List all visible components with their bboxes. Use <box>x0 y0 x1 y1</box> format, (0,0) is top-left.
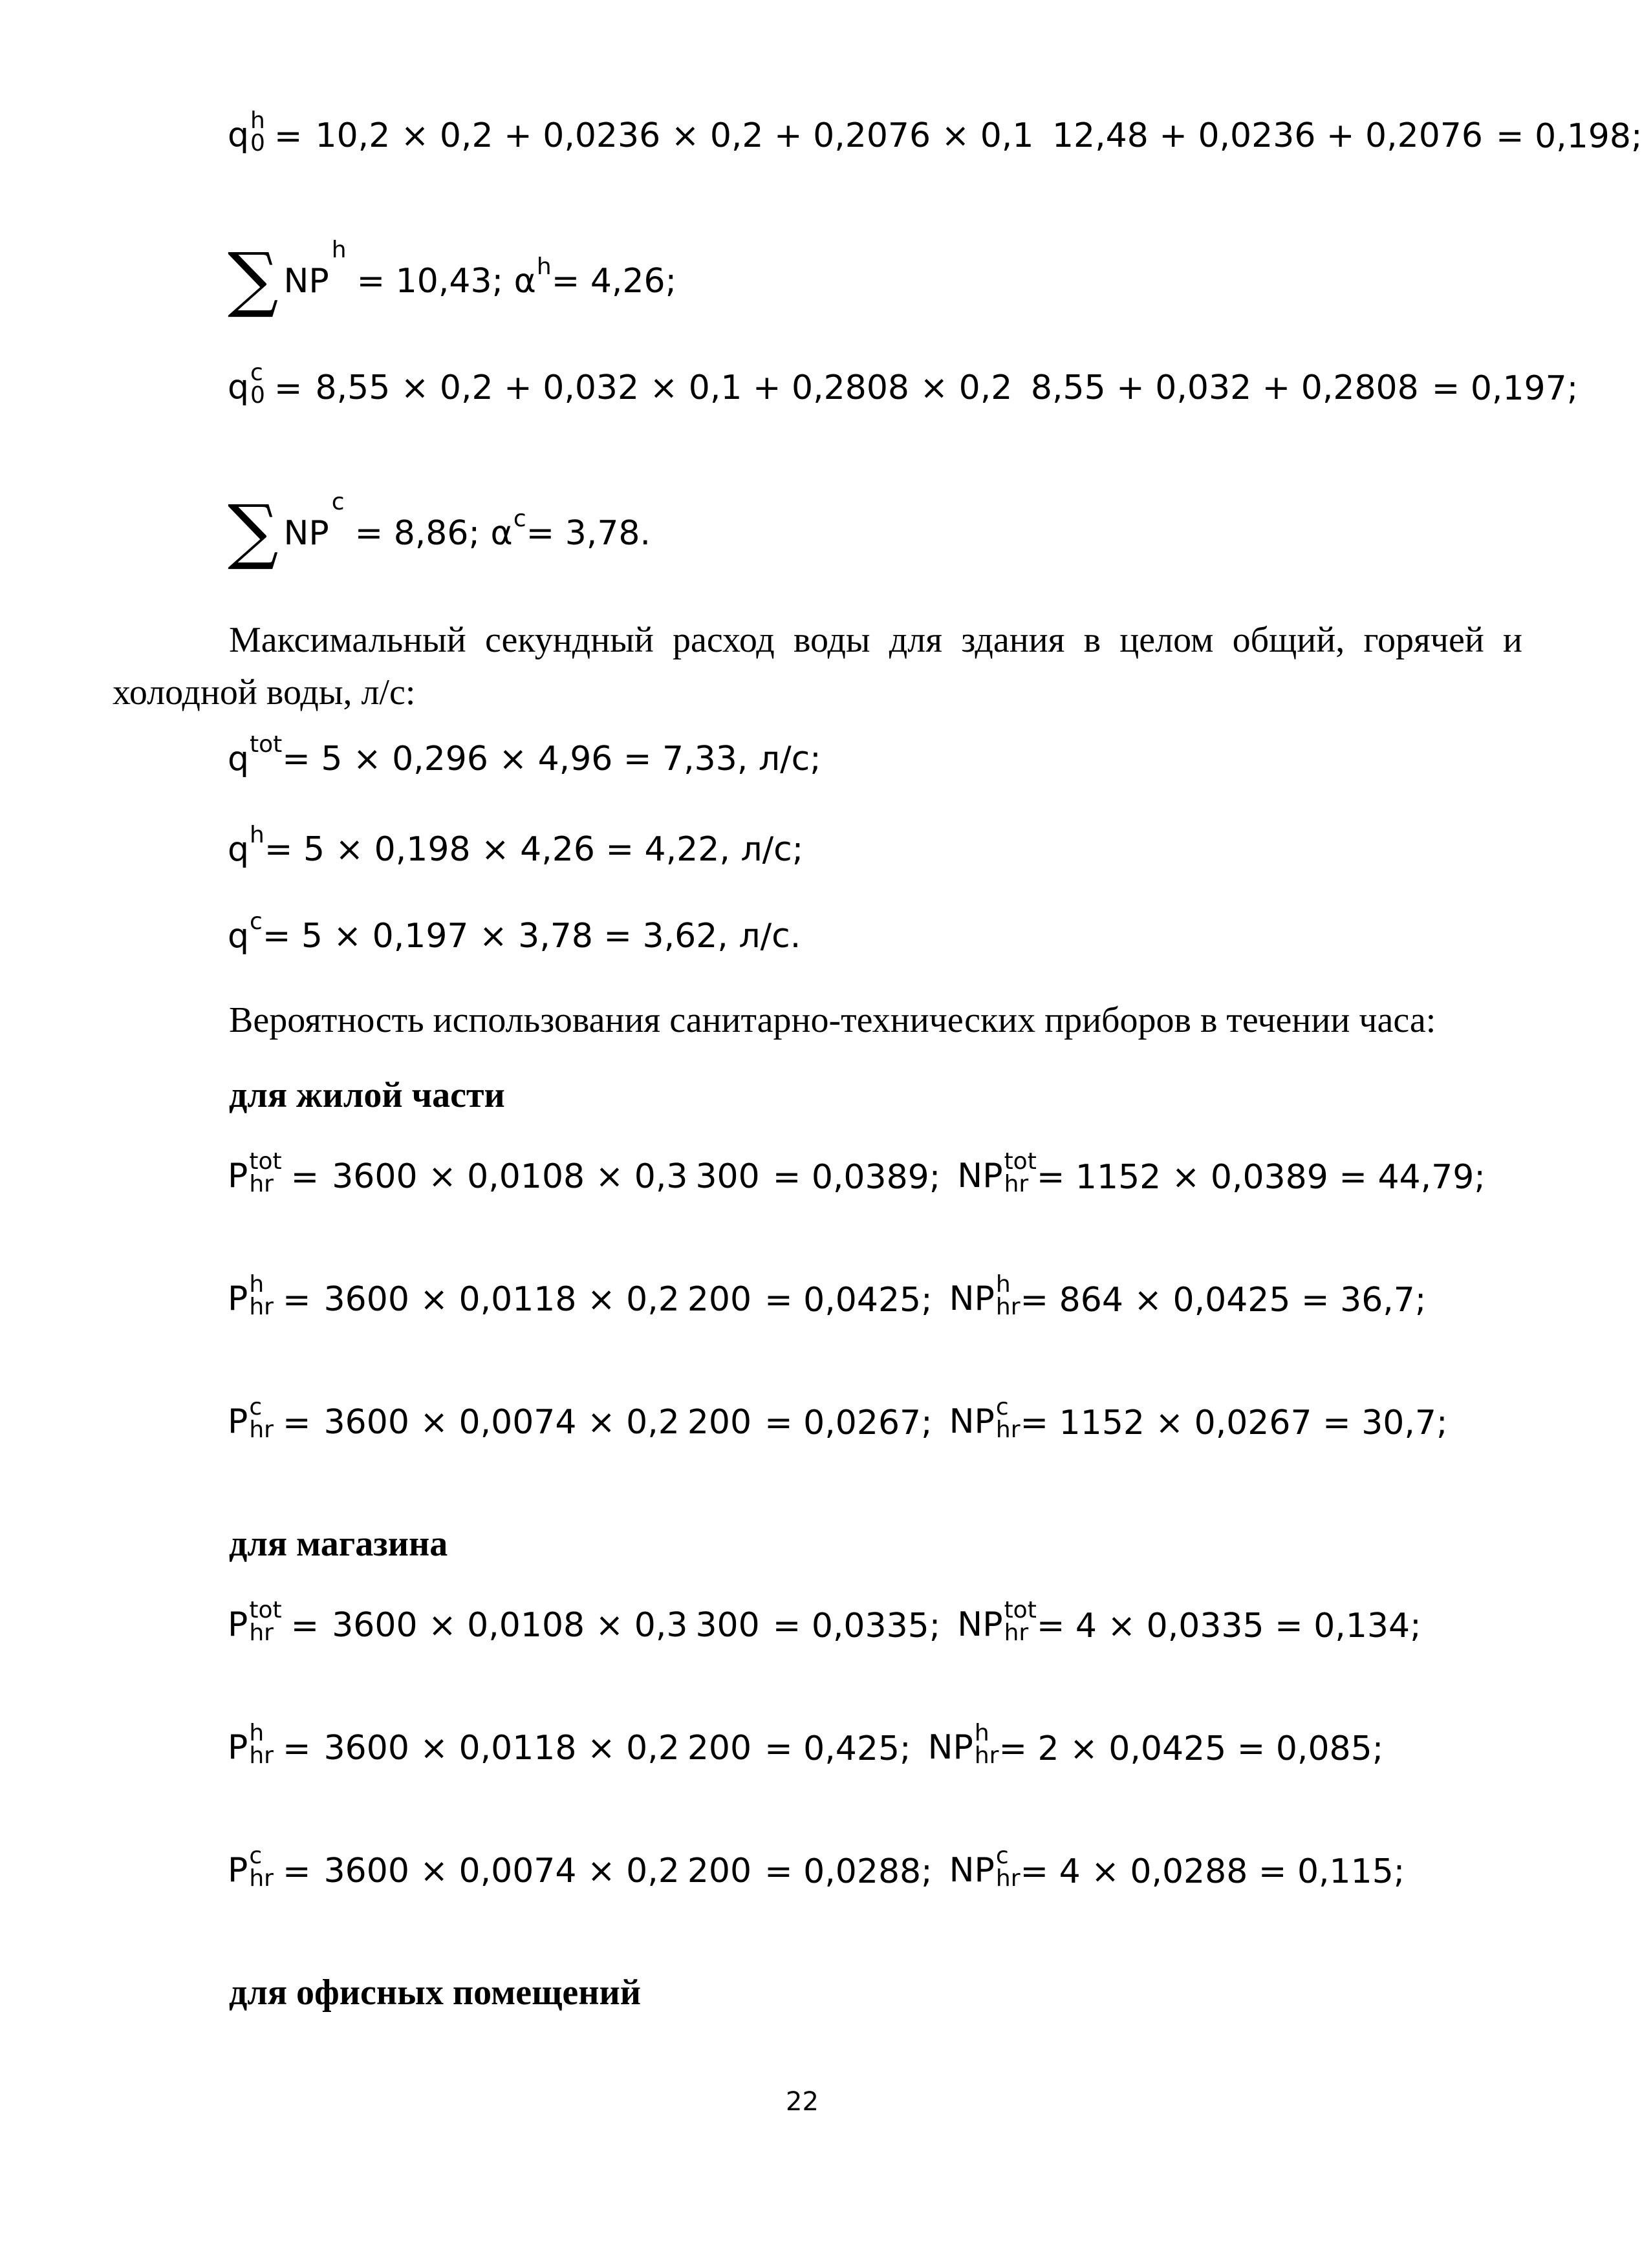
paragraph-probability: Вероятность использования санитарно-технических приборов в течении часа: <box>229 1000 1436 1040</box>
formula-shop-tot: P tot hr = 3600 × 0,0108 × 0,3 300 = 0,0335; NP tot hr = 4 × 0,0335 = 0,134; <box>228 1597 1421 1646</box>
formula-living-tot: P tot hr = 3600 × 0,0108 × 0,3 300 = 0,0389; NP tot hr = 1152 × 0,0389 = 44,79; <box>228 1148 1485 1197</box>
q0c-denominator: 8,55 + 0,032 + 0,2808 <box>1030 369 1419 407</box>
paragraph-max-flow: Максимальный секундный расход воды для здания в целом общий, горячей и холодной воды, л/с: <box>113 620 1522 713</box>
q0c-lhs: q c 0 <box>228 359 265 409</box>
q0c-fraction <box>312 369 1423 408</box>
q0h-lhs: q h 0 <box>228 107 265 156</box>
formula-q-cold: q c = 5 × 0,197 × 3,78 = 3,62, л/с. <box>228 908 801 956</box>
sigma-icon: ∑ <box>228 489 279 572</box>
q0h-numerator: 10,2 × 0,2 + 0,0236 × 0,2 + 0,2076 × 0,1 <box>315 116 1034 155</box>
formula-q0-cold: q c 0 = 8,55 × 0,2 + 0,032 × 0,1 + 0,2808 × 0,2 8,55 + 0,032 + 0,2808 = 0,197; <box>228 359 1579 409</box>
heading-office: для офисных помещений <box>229 1973 642 2013</box>
formula-shop-cold: P c hr = 3600 × 0,0074 × 0,2 200 = 0,0288; NP c hr = 4 × 0,0288 = 0,115; <box>228 1843 1405 1892</box>
q0h-fraction <box>312 116 1487 156</box>
formula-q0-hot: q h 0 = 10,2 × 0,2 + 0,0236 × 0,2 + 0,2076 × 0,1 12,48 + 0,0236 + 0,2076 = 0,198; <box>228 107 1642 156</box>
formula-living-hot: P h hr = 3600 × 0,0118 × 0,2 200 = 0,0425; NP h hr = 864 × 0,0425 = 36,7; <box>228 1271 1427 1320</box>
formula-sum-np-cold: ∑ NP c = 8,86; α c = 3,78. <box>228 489 651 572</box>
formula-q-total: q tot = 5 × 0,296 × 4,96 = 7,33, л/с; <box>228 731 821 778</box>
heading-shop: для магазина <box>229 1524 448 1564</box>
q0c-numerator: 8,55 × 0,2 + 0,032 × 0,1 + 0,2808 × 0,2 <box>315 369 1013 407</box>
formula-living-cold: P c hr = 3600 × 0,0074 × 0,2 200 = 0,0267; NP c hr = 1152 × 0,0267 = 30,7; <box>228 1394 1448 1443</box>
formula-sum-np-hot: ∑ NP h = 10,43; α h = 4,26; <box>228 237 677 320</box>
sigma-icon: ∑ <box>228 237 279 320</box>
formula-q-hot: q h = 5 × 0,198 × 4,26 = 4,22, л/с; <box>228 822 804 869</box>
q0h-result: = 0,198; <box>1495 116 1642 156</box>
q0h-denominator: 12,48 + 0,0236 + 0,2076 <box>1052 116 1483 155</box>
heading-living: для жилой части <box>229 1075 505 1115</box>
page-number: 22 <box>786 2087 819 2117</box>
q0c-result: = 0,197; <box>1431 369 1579 408</box>
formula-shop-hot: P h hr = 3600 × 0,0118 × 0,2 200 = 0,425; NP h hr = 2 × 0,0425 = 0,085; <box>228 1720 1384 1769</box>
